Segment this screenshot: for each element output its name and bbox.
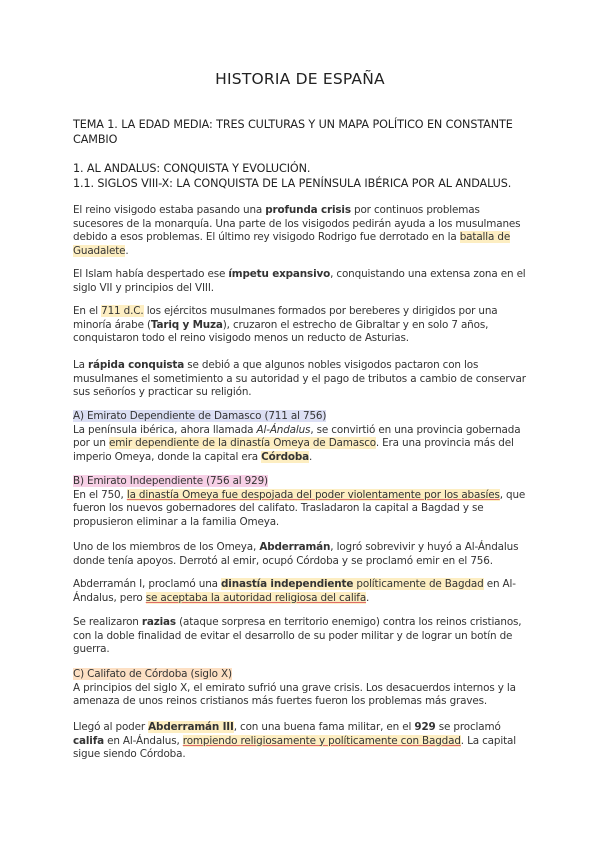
tema-heading: TEMA 1. LA EDAD MEDIA: TRES CULTURAS Y UN MAPA POLÍTICO EN CONSTANTE CAMBIO [73,118,513,146]
subsection-heading-b: B) Emirato Independiente (756 al 929) [73,475,268,487]
subsection-heading-a: A) Emirato Dependiente de Damasco (711 al 756) [73,410,327,422]
paragraph-711: En el 711 d.C. los ejércitos musulmanes formados por bereberes y dirigidos por una minoría árabe (Tariq y Muza), cruzaron el estrecho de Gibraltar y en solo 7 años, conquistaron todo el reino visigodo menos un reducto de Asturias. [73,305,498,345]
subsection-heading-c: C) Califato de Córdoba (siglo X) [73,668,232,680]
subsection-emirato-dependiente: A) Emirato Dependiente de Damasco (711 al 756) La península ibérica, ahora llamada Al-Ándalus, se convirtió en una provincia gobernada por un emir dependiente de la dinastía Omeya de Damasco. Era una provincia más del imperio Omeya, donde la capital era Córdoba. [73,410,521,463]
subsection-califato: C) Califato de Córdoba (siglo X) A principios del siglo X, el emirato sufrió una grave crisis. Los desacuerdos internos y la amenaza de unos reinos cristianos más fuertes fueron los problemas más graves. [73,668,516,708]
section-heading-1-1: 1.1. SIGLOS VIII-X: LA CONQUISTA DE LA PENÍNSULA IBÉRICA POR AL ANDALUS. [73,177,512,190]
paragraph-abderraman-i: Abderramán I, proclamó una dinastía independiente políticamente de Bagdad en Al-Ándalus, pero se aceptaba la autoridad religiosa del califa. [73,578,516,604]
section-heading-1: 1. AL ANDALUS: CONQUISTA Y EVOLUCIÓN. [73,162,311,175]
subsection-emirato-independiente: B) Emirato Independiente (756 al 929) En el 750, la dinastía Omeya fue despojada del poder violentamente por los abasíes, que fueron los nuevos gobernadores del califato. Trasladaron la capital a Bagdad y se propusieron eliminar a la familia Omeya. [73,475,526,528]
paragraph-abderraman-iii: Llegó al poder Abderramán III, con una buena fama militar, en el 929 se proclamó califa en Al-Ándalus, rompiendo religiosamente y políticamente con Bagdad. La capital sigue siendo Córdoba. [73,721,516,761]
paragraph-islam: El Islam había despertado ese ímpetu expansivo, conquistando una extensa zona en el siglo VII y principios del VIII. [73,268,526,294]
paragraph-visigodo: El reino visigodo estaba pasando una profunda crisis por continuos problemas sucesores de la monarquía. Una parte de los visigodos pedirán ayuda a los musulmanes debido a esos problemas. El último rey visigodo Rodrigo fue derrotado en la batalla de Guadalete. [73,204,521,257]
paragraph-razias: Se realizaron razias (ataque sorpresa en territorio enemigo) contra los reinos cristianos, con la doble finalidad de evitar el desarrollo de su poder militar y de lograr un botín de guerra. [73,616,522,656]
paragraph-abderraman: Uno de los miembros de los Omeya, Abderramán, logró sobrevivir y huyó a Al-Ándalus donde tenía apoyos. Derrotó al emir, ocupó Córdoba y se proclamó emir en el 756. [73,541,519,567]
document-title: HISTORIA DE ESPAÑA [215,70,385,88]
paragraph-rapida-conquista: La rápida conquista se debió a que algunos nobles visigodos pactaron con los musulmanes el sometimiento a su autoridad y el pago de tributos a cambio de conservar sus señoríos y practicar su religión. [73,359,526,399]
